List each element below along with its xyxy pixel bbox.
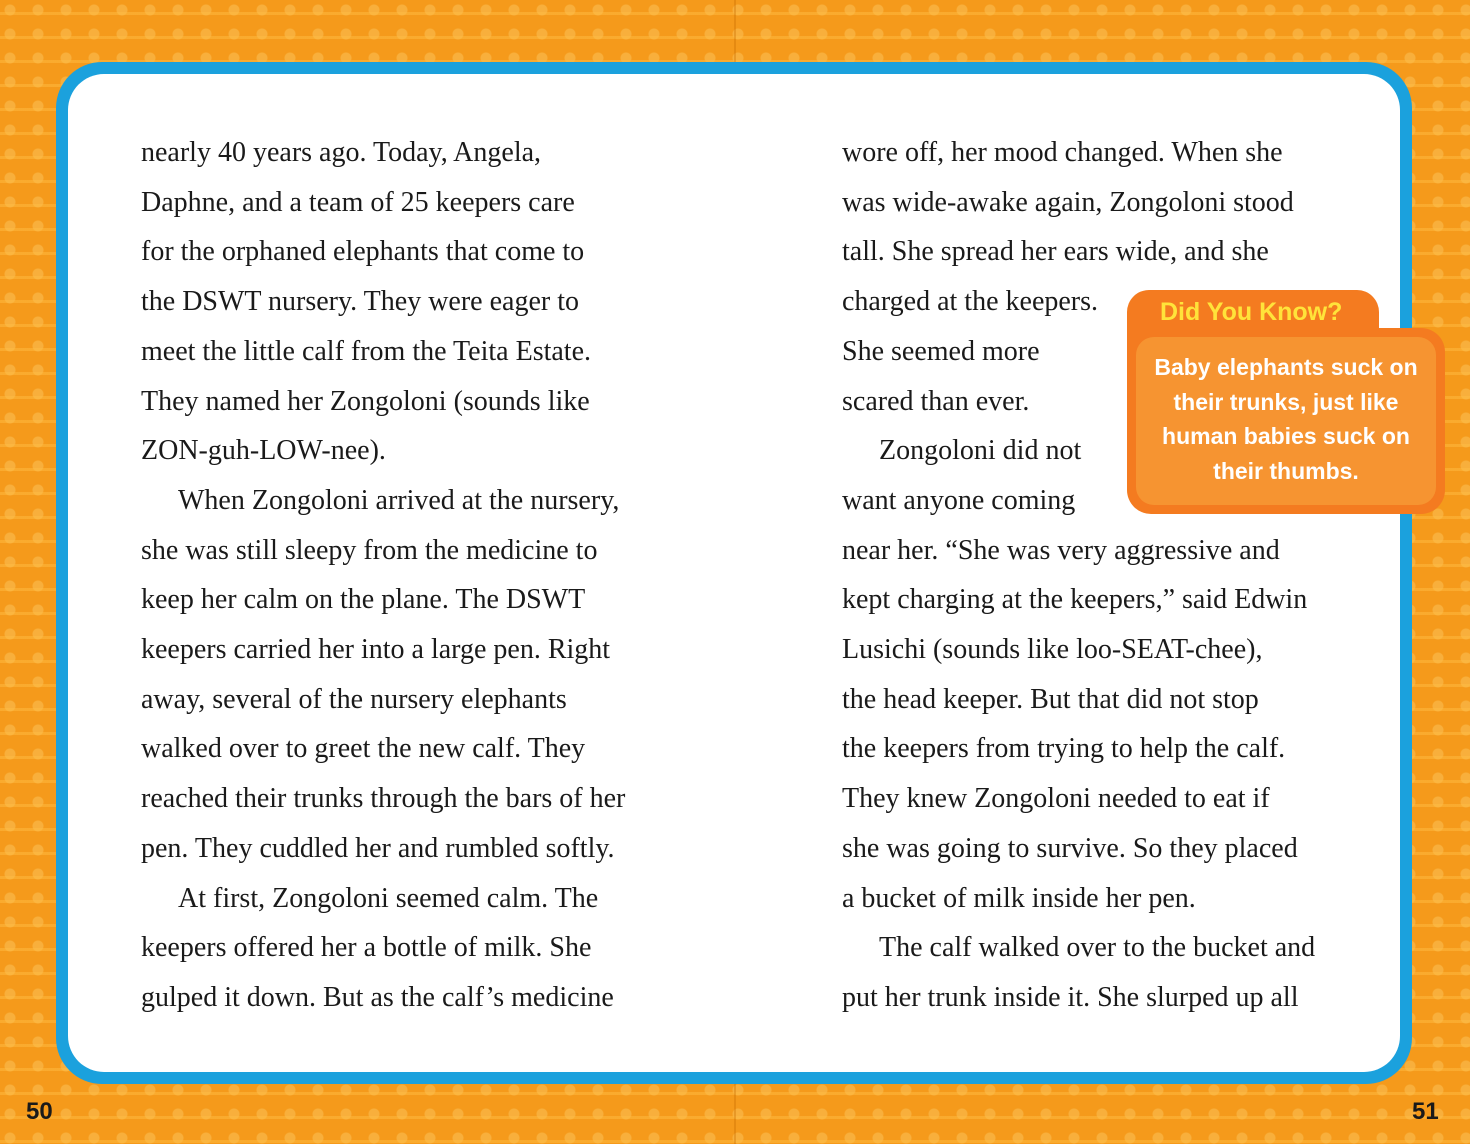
text-line: Zongoloni did not [879,435,1082,467]
text-line: the keepers from trying to help the calf. [842,733,1286,765]
text-line: The calf walked over to the bucket and [879,932,1316,964]
text-line: put her trunk inside it. She slurped up all [842,981,1299,1013]
text-line: They named her Zongoloni (sounds like [141,385,590,417]
page-number-left: 50 [26,1098,53,1125]
page-number-right: 51 [1412,1098,1439,1125]
text-line: Daphne, and a team of 25 keepers care [141,186,575,218]
text-line: want anyone coming [842,484,1076,516]
text-line: keep her calm on the plane. The DSWT [141,584,586,616]
text-line: keepers carried her into a large pen. Right [141,634,611,666]
text-line: nearly 40 years ago. Today, Angela, [141,137,542,168]
text-line: She seemed more [842,335,1040,367]
text-line: scared than ever. [842,385,1030,417]
text-line: wore off, her mood changed. When she [842,137,1283,168]
text-line: Lusichi (sounds like loo-SEAT-chee), [842,634,1263,666]
right-page-text [842,128,1342,1023]
text-line: They knew Zongoloni needed to eat if [842,783,1270,815]
text-line: When Zongoloni arrived at the nursery, [178,484,620,516]
text-line: walked over to greet the new calf. They [141,733,586,765]
text-line: meet the little calf from the Teita Estate. [141,335,592,367]
text-line: for the orphaned elephants that come to [141,236,585,268]
text-line: pen. They cuddled her and rumbled softly. [141,832,615,864]
callout-line: Baby elephants suck on [1154,354,1418,380]
text-line: charged at the keepers. [842,286,1099,318]
text-line: tall. She spread her ears wide, and she [842,236,1269,268]
text-line: away, several of the nursery elephants [141,683,567,715]
text-line: she was still sleepy from the medicine to [141,534,598,566]
callout-line: human babies suck on [1162,423,1410,449]
did-you-know-title: Did You Know? [1160,298,1343,326]
callout-line: their thumbs. [1213,457,1359,484]
text-line: near her. “She was very aggressive and [842,534,1280,566]
left-page-text [141,128,641,1023]
text-line: a bucket of milk inside her pen. [842,882,1196,914]
text-line: was wide-awake again, Zongoloni stood [842,186,1294,218]
text-line: gulped it down. But as the calf’s medicine [141,981,614,1013]
text-line: she was going to survive. So they placed [842,832,1298,864]
text-line: the DSWT nursery. They were eager to [141,286,579,318]
text-line: At first, Zongoloni seemed calm. The [178,882,599,914]
text-line: keepers offered her a bottle of milk. She [141,932,592,964]
text-line: reached their trunks through the bars of her [141,783,626,815]
text-line: ZON-guh-LOW-nee). [141,435,386,467]
text-line: the head keeper. But that did not stop [842,683,1259,715]
callout-line: their trunks, just like [1173,388,1399,415]
did-you-know-text [1138,350,1434,488]
text-line: kept charging at the keepers,” said Edwin [842,584,1308,616]
